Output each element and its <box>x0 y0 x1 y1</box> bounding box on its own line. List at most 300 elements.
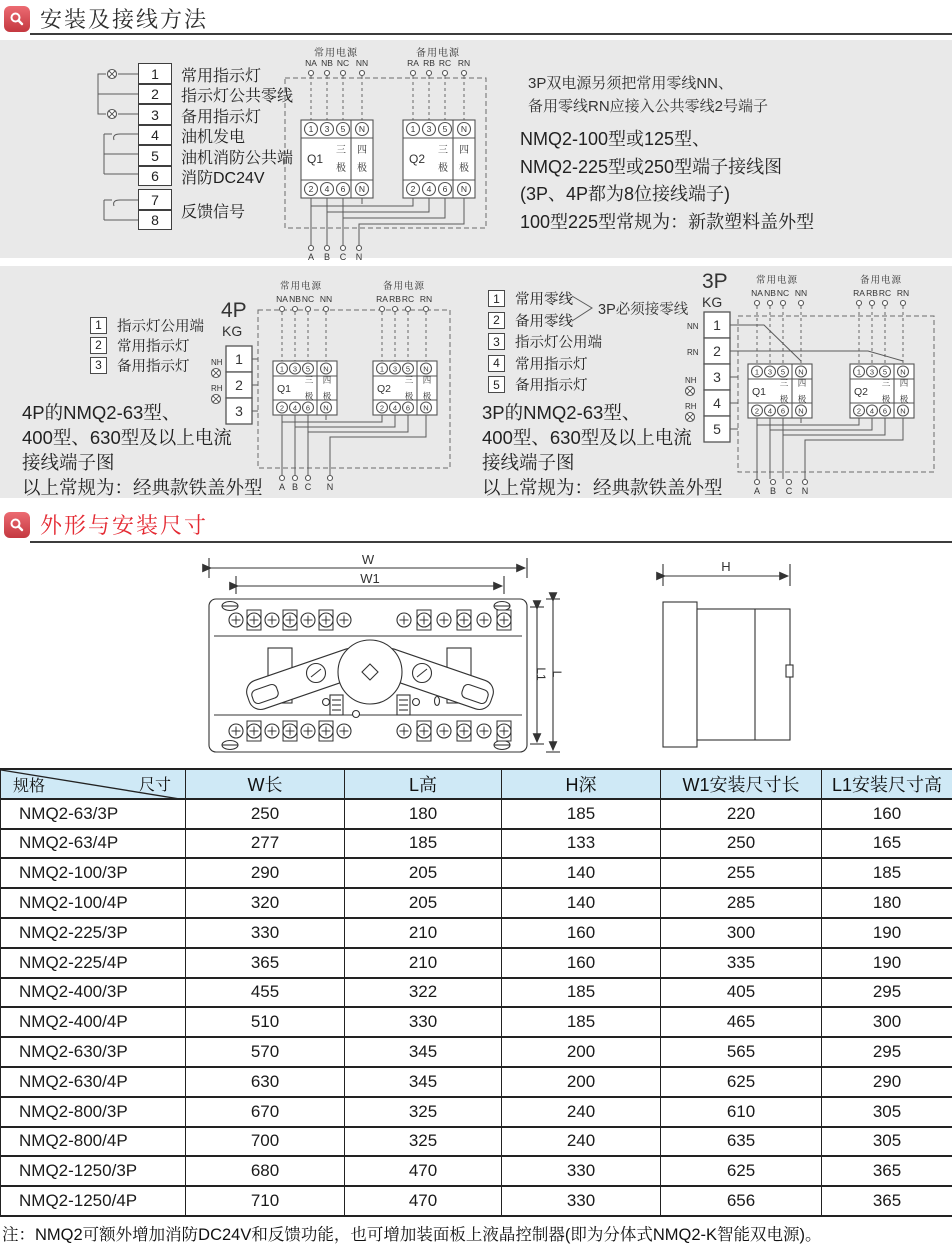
value-cell: 630 <box>186 1067 345 1097</box>
svg-text:RN: RN <box>896 288 910 298</box>
svg-text:四: 四 <box>797 378 807 388</box>
corner-top-label: 尺寸 <box>138 777 171 794</box>
svg-text:极: 极 <box>404 390 414 401</box>
svg-text:NN: NN <box>319 294 333 304</box>
value-cell: 165 <box>822 829 952 859</box>
svg-text:5: 5 <box>442 124 448 135</box>
desc-line: NMQ2-100型或125型、 <box>520 129 711 149</box>
svg-text:Q2: Q2 <box>377 383 392 395</box>
kg-label: KG <box>702 294 723 310</box>
svg-text:极: 极 <box>881 393 891 404</box>
value-cell: 710 <box>186 1186 345 1216</box>
svg-text:4: 4 <box>392 403 398 413</box>
svg-text:5: 5 <box>780 367 786 377</box>
svg-text:NA: NA <box>305 58 317 68</box>
terminal-bank <box>229 721 351 741</box>
value-cell: 680 <box>186 1156 345 1186</box>
svg-text:1: 1 <box>379 364 385 374</box>
svg-text:4: 4 <box>869 406 875 416</box>
svg-text:3: 3 <box>869 367 875 377</box>
svg-text:2: 2 <box>856 406 862 416</box>
svg-text:C: C <box>339 252 347 262</box>
value-cell: 320 <box>186 888 345 918</box>
svg-text:四: 四 <box>422 375 432 385</box>
normal-power-label: 常用电源 <box>279 281 323 292</box>
svg-text:N: N <box>900 367 906 377</box>
terminal-label: 常用指示灯 <box>181 67 262 85</box>
desc-line: 4P的NMQ2-63型、 <box>22 402 181 423</box>
value-cell: 205 <box>345 858 502 888</box>
value-cell: 160 <box>822 799 952 829</box>
rh-label: RH <box>685 402 697 411</box>
model-cell: NMQ2-630/4P <box>1 1067 186 1097</box>
terminal-row <box>138 211 181 232</box>
svg-text:极: 极 <box>422 390 432 401</box>
desc-line: NMQ2-225型或250型端子接线图 <box>520 156 783 177</box>
dim-l1-label: L1 <box>534 667 548 681</box>
svg-text:2: 2 <box>308 184 314 195</box>
value-cell: 185 <box>502 799 661 829</box>
desc-line: 400型、630型及以上电流 <box>22 427 232 448</box>
value-cell: 365 <box>822 1156 952 1186</box>
magnifier-icon <box>4 512 30 538</box>
svg-text:RB: RB <box>389 294 401 304</box>
col-header: W1安装尺寸长 <box>661 769 822 799</box>
backup-power-label: 备用电源 <box>382 281 426 292</box>
value-cell: 285 <box>661 888 822 918</box>
terminal-row <box>138 85 293 106</box>
svg-text:5: 5 <box>340 124 346 135</box>
section-2-header <box>4 509 208 540</box>
terminal-label: 指示灯公用端 <box>117 318 204 335</box>
terminal-label: 备用零线 <box>515 313 573 330</box>
svg-text:5: 5 <box>305 364 311 374</box>
svg-text:四: 四 <box>322 375 332 385</box>
value-cell: 465 <box>661 1007 822 1037</box>
terminal-number-box: 3 <box>90 357 107 374</box>
brace-note: 3P必须接零线 <box>598 302 689 318</box>
desc-line: 3P的NMQ2-63型、 <box>482 402 641 423</box>
value-cell: 625 <box>661 1067 822 1097</box>
value-cell: 345 <box>345 1067 502 1097</box>
terminal-row <box>138 105 293 126</box>
svg-text:极: 极 <box>797 393 807 404</box>
backup-power-label: 备用电源 <box>859 275 903 286</box>
value-cell: 180 <box>345 799 502 829</box>
svg-text:N: N <box>326 482 334 492</box>
spec-table <box>0 768 952 1217</box>
terminal-number-box: 4 <box>488 355 505 372</box>
header-underline <box>30 33 952 35</box>
svg-text:RA: RA <box>853 288 865 298</box>
terminal-row <box>138 126 293 147</box>
terminal-symbols <box>90 60 142 232</box>
svg-text:3: 3 <box>292 364 298 374</box>
svg-text:三: 三 <box>336 145 346 156</box>
model-cell: NMQ2-1250/4P <box>1 1186 186 1216</box>
backup-power-label: 备用电源 <box>416 48 460 59</box>
svg-text:N: N <box>460 184 468 195</box>
value-cell: 635 <box>661 1127 822 1157</box>
terminal-label: 油机消防公共端 <box>181 149 294 167</box>
svg-text:A: A <box>307 252 315 262</box>
svg-text:三: 三 <box>881 378 891 388</box>
svg-text:3: 3 <box>235 403 243 419</box>
svg-text:Q1: Q1 <box>277 383 292 395</box>
svg-text:2: 2 <box>279 403 285 413</box>
svg-text:NB: NB <box>764 288 776 298</box>
dimension-drawing <box>180 552 952 768</box>
svg-text:极: 极 <box>779 393 789 404</box>
value-cell: 335 <box>661 948 822 978</box>
value-cell: 330 <box>502 1186 661 1216</box>
desc-line: 以上常规为：经典款铁盖外型 <box>482 477 723 498</box>
terminal-number-box: 2 <box>90 337 107 354</box>
terminal-label: 常用指示灯 <box>117 338 190 355</box>
svg-text:四: 四 <box>459 145 469 156</box>
svg-text:极: 极 <box>322 390 332 401</box>
backup-pins <box>407 58 470 120</box>
value-cell: 565 <box>661 1037 822 1067</box>
svg-text:N: N <box>798 367 804 377</box>
svg-text:三: 三 <box>404 375 414 385</box>
terminal-row <box>138 146 293 167</box>
normal-power-label: 常用电源 <box>755 275 799 286</box>
svg-text:B: B <box>769 486 777 496</box>
terminal-strip <box>138 64 293 187</box>
col-header: L高 <box>345 769 502 799</box>
value-cell: 295 <box>822 978 952 1008</box>
table-row <box>1 1037 952 1067</box>
value-cell: 510 <box>186 1007 345 1037</box>
value-cell: 365 <box>822 1186 952 1216</box>
terminal-number-box: 1 <box>138 63 172 84</box>
table-row <box>1 1097 952 1127</box>
desc-3p <box>482 400 723 500</box>
value-cell: 133 <box>502 829 661 859</box>
value-cell: 455 <box>186 978 345 1008</box>
svg-text:RN: RN <box>419 294 433 304</box>
svg-text:RC: RC <box>438 58 452 68</box>
terminal-row <box>138 64 293 85</box>
value-cell: 140 <box>502 858 661 888</box>
terminal-label: 指示灯公共零线 <box>181 88 294 106</box>
svg-text:2: 2 <box>754 406 760 416</box>
value-cell: 240 <box>502 1097 661 1127</box>
svg-text:N: N <box>423 364 429 374</box>
q1-unit <box>301 120 373 198</box>
value-cell: 220 <box>661 799 822 829</box>
terminal-label: 指示灯公用端 <box>515 335 602 352</box>
model-cell: NMQ2-225/3P <box>1 918 186 948</box>
svg-text:N: N <box>423 403 429 413</box>
q2-unit <box>850 364 914 418</box>
wiring-diagram-8term <box>283 42 489 262</box>
value-cell: 670 <box>186 1097 345 1127</box>
svg-text:N: N <box>460 124 468 135</box>
value-cell: 290 <box>822 1067 952 1097</box>
note-line: 备用零线RN应接入公共零线2号端子 <box>528 98 769 115</box>
table-row <box>1 799 952 829</box>
svg-text:RA: RA <box>376 294 388 304</box>
svg-text:NC: NC <box>776 288 790 298</box>
pole-label-4p: 4P <box>221 299 247 322</box>
svg-text:极: 极 <box>438 163 448 174</box>
model-cell: NMQ2-1250/3P <box>1 1156 186 1186</box>
corner-bottom-label: 规格 <box>13 777 46 795</box>
note-line: 3P双电源另须把常用零线NN、 <box>528 75 734 92</box>
dim-w-label: W <box>361 552 375 567</box>
panel-wiring-top <box>0 40 952 262</box>
terminal-label: 备用指示灯 <box>181 108 262 126</box>
svg-text:B: B <box>291 482 299 492</box>
value-cell: 140 <box>502 888 661 918</box>
desc-line: 400型、630型及以上电流 <box>482 427 692 448</box>
value-cell: 610 <box>661 1097 822 1127</box>
svg-text:5: 5 <box>405 364 411 374</box>
terminal-number-box: 1 <box>488 290 505 307</box>
value-cell: 305 <box>822 1097 952 1127</box>
svg-text:N: N <box>900 406 906 416</box>
svg-text:3: 3 <box>767 367 773 377</box>
terminal-number-box: 3 <box>488 333 505 350</box>
svg-text:1: 1 <box>235 351 243 367</box>
value-cell: 190 <box>822 948 952 978</box>
value-cell: 205 <box>345 888 502 918</box>
svg-text:2: 2 <box>235 377 243 393</box>
pole-label-3p: 3P <box>702 270 728 293</box>
wiring-note <box>528 72 768 118</box>
value-cell: 180 <box>822 888 952 918</box>
svg-text:1: 1 <box>279 364 285 374</box>
svg-text:N: N <box>323 364 329 374</box>
model-cell: NMQ2-100/3P <box>1 858 186 888</box>
terminal-label: 备用指示灯 <box>117 358 190 375</box>
svg-text:RC: RC <box>401 294 415 304</box>
svg-text:1: 1 <box>713 317 721 333</box>
svg-text:C: C <box>304 482 312 492</box>
value-cell: 190 <box>822 918 952 948</box>
svg-text:5: 5 <box>882 367 888 377</box>
svg-text:四: 四 <box>357 145 367 156</box>
terminal-number-box: 8 <box>138 210 172 231</box>
table-row <box>1 1007 952 1037</box>
svg-text:极: 极 <box>459 163 469 174</box>
value-cell: 330 <box>345 1007 502 1037</box>
svg-text:6: 6 <box>340 184 346 195</box>
svg-text:RA: RA <box>407 58 419 68</box>
value-cell: 305 <box>822 1127 952 1157</box>
phase-pins <box>754 480 808 497</box>
value-cell: 185 <box>345 829 502 859</box>
value-cell: 160 <box>502 948 661 978</box>
value-cell: 470 <box>345 1186 502 1216</box>
svg-text:3: 3 <box>713 369 721 385</box>
nh-label: NH <box>211 358 223 367</box>
svg-text:6: 6 <box>305 403 311 413</box>
terminal-label: 油机发电 <box>181 129 246 147</box>
value-cell: 656 <box>661 1186 822 1216</box>
svg-text:极: 极 <box>357 163 367 174</box>
svg-text:1: 1 <box>410 124 416 135</box>
svg-text:NA: NA <box>276 294 288 304</box>
svg-text:N: N <box>358 124 366 135</box>
normal-pins <box>305 58 368 120</box>
table-header-row <box>1 769 952 799</box>
table-row <box>1 948 952 978</box>
table-row <box>1 888 952 918</box>
value-cell: 325 <box>345 1097 502 1127</box>
value-cell: 300 <box>661 918 822 948</box>
col-header: L1安装尺寸高 <box>822 769 952 799</box>
value-cell: 570 <box>186 1037 345 1067</box>
svg-text:极: 极 <box>899 393 909 404</box>
terminal-number-box: 7 <box>138 189 172 210</box>
svg-text:RB: RB <box>423 58 435 68</box>
value-cell: 322 <box>345 978 502 1008</box>
value-cell: 330 <box>502 1156 661 1186</box>
model-cell: NMQ2-400/4P <box>1 1007 186 1037</box>
wiring-desc <box>520 126 814 236</box>
svg-text:4: 4 <box>713 395 721 411</box>
value-cell: 365 <box>186 948 345 978</box>
svg-text:极: 极 <box>336 163 346 174</box>
value-cell: 700 <box>186 1127 345 1157</box>
rn-label: RN <box>687 348 699 357</box>
model-cell: NMQ2-630/3P <box>1 1037 186 1067</box>
svg-text:A: A <box>753 486 761 496</box>
terminal-row <box>138 167 293 188</box>
svg-text:6: 6 <box>882 406 888 416</box>
terminal-number-box: 5 <box>488 376 505 393</box>
diagram-3p <box>0 266 952 498</box>
table-row <box>1 1067 952 1097</box>
model-cell: NMQ2-800/3P <box>1 1097 186 1127</box>
table-row <box>1 918 952 948</box>
svg-text:2: 2 <box>379 403 385 413</box>
terminal-label: 消防DC24V <box>181 170 265 188</box>
section-1-title: 安装及接线方法 <box>40 7 209 32</box>
svg-text:1: 1 <box>754 367 760 377</box>
desc-line: 接线端子图 <box>482 452 575 473</box>
svg-text:NC: NC <box>336 58 350 68</box>
value-cell: 277 <box>186 829 345 859</box>
value-cell: 405 <box>661 978 822 1008</box>
feedback-label: 反馈信号 <box>181 204 246 221</box>
svg-text:6: 6 <box>780 406 786 416</box>
value-cell: 250 <box>661 829 822 859</box>
svg-text:B: B <box>323 252 331 262</box>
kg-label: KG <box>222 323 243 339</box>
model-cell: NMQ2-800/4P <box>1 1127 186 1157</box>
nh-label: NH <box>685 376 697 385</box>
terminal-strip-extra <box>138 190 181 231</box>
svg-text:三: 三 <box>438 145 448 156</box>
desc-line: 100型225型常规为：新款塑料盖外型 <box>520 211 815 232</box>
terminal-label: 备用指示灯 <box>515 378 588 395</box>
value-cell: 470 <box>345 1156 502 1186</box>
svg-text:2: 2 <box>713 343 721 359</box>
table-row <box>1 1186 952 1216</box>
svg-text:4: 4 <box>292 403 298 413</box>
svg-text:4: 4 <box>324 184 330 195</box>
terminal-number-box: 2 <box>138 84 172 105</box>
value-cell: 185 <box>822 858 952 888</box>
col-header: W长 <box>186 769 345 799</box>
svg-text:N: N <box>323 403 329 413</box>
svg-text:Q2: Q2 <box>854 386 869 398</box>
terminal-number-box: 1 <box>90 317 107 334</box>
section-2-title: 外形与安装尺寸 <box>40 513 209 538</box>
terminal-number-box: 4 <box>138 125 172 146</box>
value-cell: 210 <box>345 948 502 978</box>
col-header: H深 <box>502 769 661 799</box>
value-cell: 200 <box>502 1037 661 1067</box>
svg-text:Q1: Q1 <box>752 386 767 398</box>
value-cell: 240 <box>502 1127 661 1157</box>
value-cell: 250 <box>186 799 345 829</box>
q1-unit <box>748 364 812 418</box>
rh-label: RH <box>211 384 223 393</box>
nn-label: NN <box>687 322 699 331</box>
section-1-header <box>4 3 208 34</box>
desc-line: (3P、4P都为8位接线端子) <box>520 184 731 204</box>
model-cell: NMQ2-63/3P <box>1 799 186 829</box>
q2-unit <box>403 120 475 198</box>
normal-pins <box>751 288 807 364</box>
dim-w1-label: W1 <box>360 571 380 586</box>
model-cell: NMQ2-225/4P <box>1 948 186 978</box>
dim-h-label: H <box>721 559 731 574</box>
svg-text:3: 3 <box>392 364 398 374</box>
model-cell: NMQ2-400/3P <box>1 978 186 1008</box>
svg-text:极: 极 <box>304 390 314 401</box>
dim-l-label: L <box>550 670 564 678</box>
table-row <box>1 1127 952 1157</box>
corner-cell <box>1 769 186 799</box>
terminal-label: 常用指示灯 <box>515 356 588 373</box>
svg-text:Q1: Q1 <box>307 152 324 166</box>
svg-text:2: 2 <box>410 184 416 195</box>
terminal-label: 常用零线 <box>515 292 573 309</box>
svg-text:3: 3 <box>324 124 330 135</box>
value-cell: 160 <box>502 918 661 948</box>
svg-text:4: 4 <box>767 406 773 416</box>
value-cell: 300 <box>822 1007 952 1037</box>
value-cell: 330 <box>186 918 345 948</box>
magnifier-icon <box>4 6 30 32</box>
desc-line: 接线端子图 <box>22 452 115 473</box>
svg-text:NN: NN <box>794 288 808 298</box>
footnote: 注：NMQ2可额外增加消防DC24V和反馈功能，也可增加装面板上液晶控制器(即为分体式NMQ2-K智能双电源)。 <box>2 1226 822 1244</box>
model-cell: NMQ2-100/4P <box>1 888 186 918</box>
svg-text:Q2: Q2 <box>409 152 426 166</box>
table-row <box>1 978 952 1008</box>
model-cell: NMQ2-63/4P <box>1 829 186 859</box>
svg-text:NA: NA <box>751 288 763 298</box>
table-row <box>1 858 952 888</box>
value-cell: 295 <box>822 1037 952 1067</box>
terminal-number-box: 3 <box>138 104 172 125</box>
value-cell: 345 <box>345 1037 502 1067</box>
svg-text:NB: NB <box>289 294 301 304</box>
svg-text:三: 三 <box>779 378 789 388</box>
svg-text:三: 三 <box>304 375 314 385</box>
normal-power-label: 常用电源 <box>314 48 358 59</box>
svg-text:NC: NC <box>301 294 315 304</box>
svg-text:RC: RC <box>878 288 892 298</box>
svg-text:NB: NB <box>321 58 333 68</box>
